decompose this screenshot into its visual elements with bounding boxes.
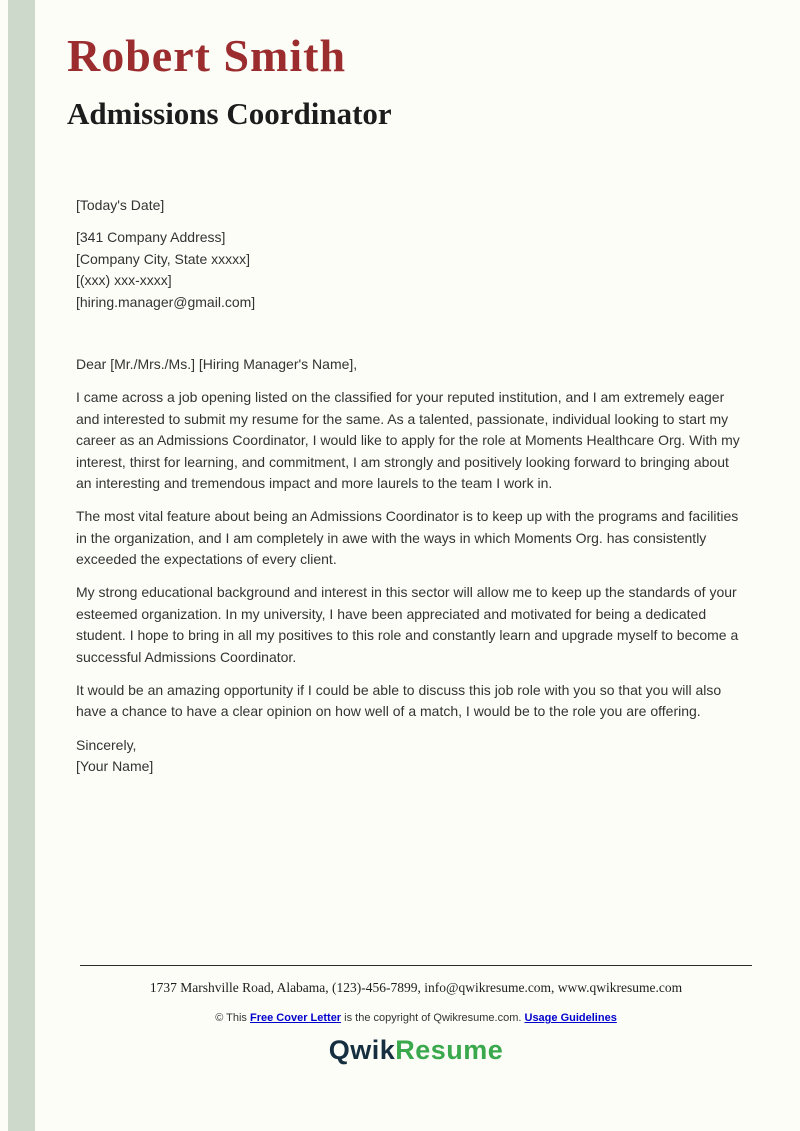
- candidate-name: Robert Smith: [67, 30, 347, 81]
- copyright-middle: is the copyright of Qwikresume.com.: [341, 1012, 525, 1024]
- copyright-prefix: © This: [215, 1012, 250, 1024]
- paragraph-3: My strong educational background and interest in this sector will allow me to keep up the standards of your esteemed organization. In my university, I have been appreciated and motivated for being a dedicated student. I hope to bring in all my positives to this role and constantly learn and upgrade myself to become a successful Admissions Coordinator.: [76, 584, 739, 665]
- logo-resume-text: Resume: [395, 1035, 504, 1065]
- paragraph-2: The most vital feature about being an Admissions Coordinator is to keep up with the programs and facilities in the organization, and I am completely in awe with the ways in which Moments Org. has consistently exceeded the expectations of every client.: [76, 508, 739, 568]
- left-accent-stripe: [8, 0, 35, 1131]
- salutation: Dear [Mr./Mrs./Ms.] [Hiring Manager's Name],: [76, 356, 358, 373]
- address-line: [Company City, State xxxxx]: [76, 250, 251, 267]
- company-address-block: [76, 227, 748, 313]
- cover-letter-page: [67, 0, 753, 778]
- footer-divider: [80, 965, 752, 966]
- footer-contact-line: 1737 Marshville Road, Alabama, (123)-456-7899, info@qwikresume.com, www.qwikresume.com: [149, 980, 683, 995]
- usage-guidelines-link[interactable]: Usage Guidelines: [524, 1012, 617, 1024]
- address-line: [341 Company Address]: [76, 229, 226, 246]
- page-footer: [80, 965, 752, 1066]
- signature-placeholder: [Your Name]: [76, 758, 154, 775]
- job-title: Admissions Coordinator: [67, 95, 392, 131]
- logo-qwik-text: Qwik: [328, 1035, 396, 1065]
- free-cover-letter-link[interactable]: Free Cover Letter: [250, 1012, 342, 1024]
- date-line: [Today's Date]: [76, 196, 165, 213]
- letter-body: [76, 195, 748, 778]
- qwikresume-logo: [80, 1035, 752, 1066]
- address-line: [hiring.manager@gmail.com]: [76, 293, 256, 310]
- paragraph-1: I came across a job opening listed on the classified for your reputed institution, and I am extremely eager and interested to submit my resume for the same. As a talented, passionate, individual looking to start my career as an Admissions Coordinator, I would like to apply for the role at Moments Healthcare Org. With my interest, thirst for learning, and commitment, I am strongly and positively looking forward to bringing about an interesting and tremendous impact and more laurels to the team I work in.: [76, 389, 740, 492]
- paragraph-4: It would be an amazing opportunity if I could be able to discuss this job role with you so that you will also have a chance to have a clear opinion on how well of a match, I would be to the role you are offering.: [76, 681, 722, 720]
- closing-line: Sincerely,: [76, 736, 137, 753]
- address-line: [(xxx) xxx-xxxx]: [76, 272, 172, 289]
- copyright-line: [80, 1012, 752, 1024]
